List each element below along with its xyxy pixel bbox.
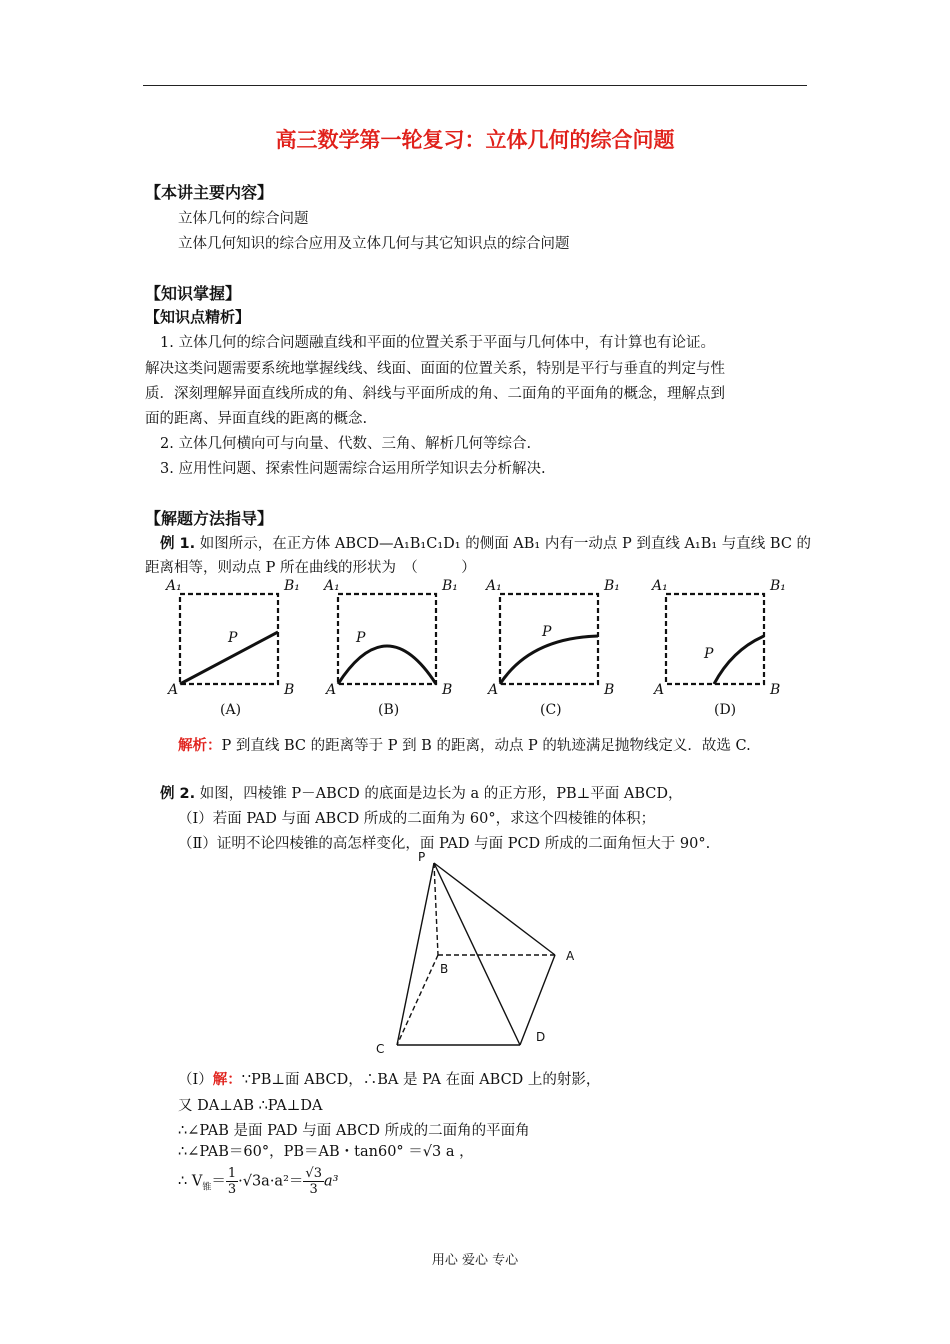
example-2-line-3: （Ⅱ）证明不论四棱锥的高怎样变化，面 PAD 与面 PCD 所成的二面角恒大于 90°.	[178, 836, 711, 852]
section-subheading-analysis: 【知识点精析】	[145, 308, 251, 326]
content-line-1: 立体几何的综合问题	[178, 211, 309, 227]
option-b-diagram	[322, 578, 458, 718]
option-b-b-label: B	[442, 682, 453, 698]
page-title: 高三数学第一轮复习：立体几何的综合问题	[275, 128, 675, 152]
option-a-b1-label: B₁	[284, 578, 300, 594]
solution-2-line-2: 又 DA⊥AB ∴PA⊥DA	[178, 1098, 323, 1114]
option-c-diagram	[484, 578, 620, 718]
top-rule	[143, 85, 807, 86]
option-a-p-label: P	[228, 630, 238, 646]
pyramid-a-label: A	[566, 949, 575, 963]
example-1-figure	[160, 574, 800, 724]
example-2-line-2: （Ⅰ）若面 PAD 与面 ABCD 所成的二面角为 60°，求这个四棱锥的体积；	[178, 811, 656, 827]
option-d-p-label: P	[704, 646, 714, 662]
option-c-b-label: B	[604, 682, 615, 698]
option-c-p-label: P	[542, 624, 552, 640]
paragraph-1-line-2: 解决这类问题需要系统地掌握线线、线面、面面的位置关系，特别是平行与垂直的判定与性	[145, 361, 725, 377]
option-a-diagram	[164, 578, 300, 718]
solution-2-volume-formula	[178, 1166, 338, 1197]
solution-1-label: 解析：	[178, 738, 222, 754]
option-a-caption: (A)	[220, 702, 242, 718]
volume-subscript: 锥	[202, 1182, 212, 1193]
option-d-b1-label: B₁	[770, 578, 786, 594]
option-a-a1-label: A₁	[166, 578, 182, 594]
option-a-b-label: B	[284, 682, 295, 698]
solution-2-line-4: ∴∠PAB＝60°，PB＝AB・tan60° ＝√3 a ，	[178, 1144, 474, 1160]
option-b-caption: (B)	[378, 702, 400, 718]
solution-1-text: P 到直线 BC 的距离等于 P 到 B 的距离，动点 P 的轨迹满足抛物线定义．故选 C.	[221, 738, 751, 754]
example-1-line-2: 距离相等，则动点 P 所在曲线的形状为 （ ）	[145, 560, 476, 576]
example-2-pyramid-figure	[370, 845, 590, 1060]
section-heading-main-content: 【本讲主要内容】	[145, 183, 274, 202]
pyramid-c-label: C	[376, 1042, 385, 1056]
paragraph-1-line-3: 质．深刻理解异面直线所成的角、斜线与平面所成的角、二面角的平面角的概念，理解点到	[145, 386, 725, 402]
option-c-caption: (C)	[540, 702, 562, 718]
solution-2-line-3: ∴∠PAB 是面 PAD 与面 ABCD 所成的二面角的平面角	[178, 1123, 530, 1139]
content-line-2: 立体几何知识的综合应用及立体几何与其它知识点的综合问题	[178, 236, 570, 252]
option-a-a-label: A	[168, 682, 179, 698]
example-1-line-1: 如图所示，在正方体 ABCD—A₁B₁C₁D₁ 的侧面 AB₁ 内有一动点 P 到直线 A₁B₁ 与直线 BC 的	[199, 536, 812, 552]
fraction-root3-over-3: $\frac{√3}{3}$	[305, 1166, 322, 1197]
section-heading-methods: 【解题方法指导】	[145, 509, 274, 528]
option-d-a1-label: A₁	[652, 578, 668, 594]
pyramid-p-label: P	[418, 850, 426, 864]
volume-prefix: ∴ V	[178, 1173, 203, 1190]
volume-equals: ＝	[211, 1173, 226, 1190]
example-2-label: 例 2.	[160, 786, 196, 802]
solution-2-prefix: （Ⅰ）	[178, 1072, 213, 1088]
pyramid-d-label: D	[536, 1030, 546, 1044]
option-c-b1-label: B₁	[604, 578, 620, 594]
volume-middle: ·√3a·a²＝	[238, 1173, 304, 1190]
solution-2-line-1: ∵PB⊥面 ABCD，∴BA 是 PA 在面 ABCD 上的射影，	[241, 1072, 601, 1088]
page-footer: 用心 爱心 专心	[431, 1253, 519, 1268]
volume-end: a³	[323, 1173, 339, 1190]
example-2-line-1: 如图，四棱锥 P－ABCD 的底面是边长为 a 的正方形，PB⊥平面 ABCD，	[199, 786, 683, 802]
example-1-label: 例 1.	[160, 536, 196, 552]
option-d-b-label: B	[770, 682, 781, 698]
option-d-a-label: A	[654, 682, 665, 698]
option-c-a1-label: A₁	[486, 578, 502, 594]
option-b-b1-label: B₁	[442, 578, 458, 594]
pyramid-b-label: B	[440, 962, 449, 976]
paragraph-2: 2. 立体几何横向可与向量、代数、三角、解析几何等综合.	[160, 436, 532, 452]
option-d-diagram	[650, 578, 786, 718]
option-b-p-label: P	[356, 630, 366, 646]
paragraph-1-line-4: 面的距离、异面直线的距离的概念.	[145, 411, 368, 427]
option-b-a-label: A	[326, 682, 337, 698]
paragraph-3: 3. 应用性问题、探索性问题需综合运用所学知识去分析解决.	[160, 461, 546, 477]
option-c-a-label: A	[488, 682, 499, 698]
option-d-caption: (D)	[714, 702, 737, 718]
section-heading-knowledge: 【知识掌握】	[145, 284, 242, 303]
solution-2-label: 解：	[212, 1072, 242, 1088]
paragraph-1-line-1: 1. 立体几何的综合问题融直线和平面的位置关系于平面与几何体中，有计算也有论证。	[160, 335, 715, 351]
option-b-a1-label: A₁	[324, 578, 340, 594]
fraction-one-third: $\frac{1}{3}$	[227, 1166, 237, 1197]
